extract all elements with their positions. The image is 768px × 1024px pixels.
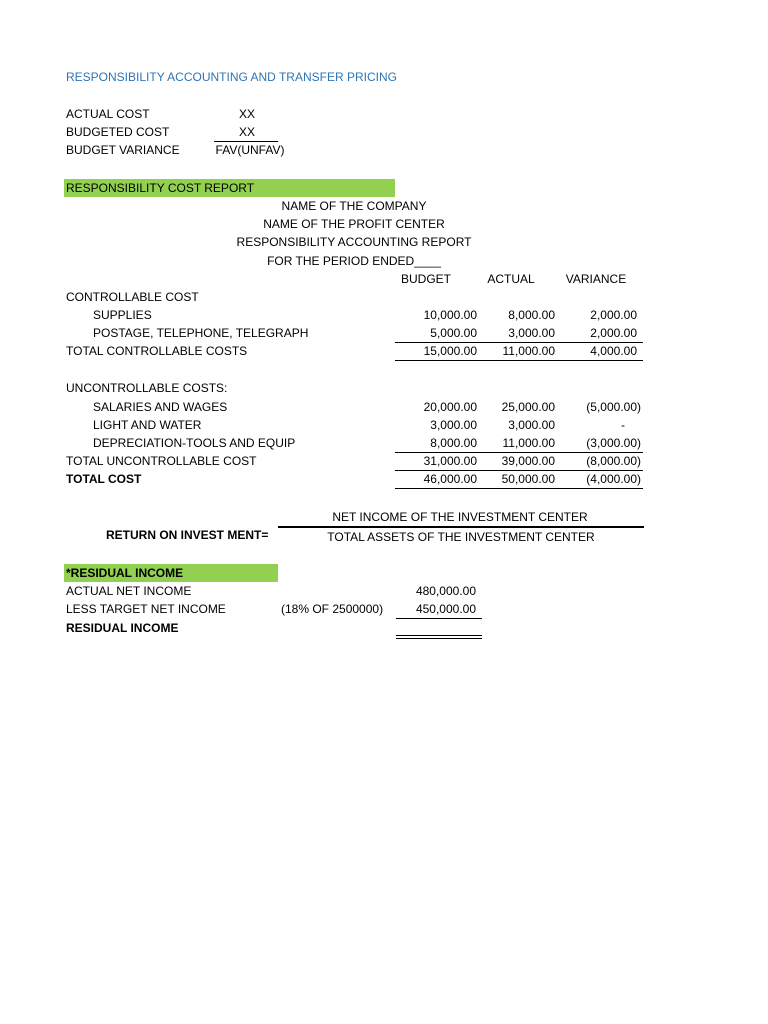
row-actual: 11,000.00 (502, 344, 555, 358)
controllable-total-bottom-rule (395, 360, 643, 361)
residual-rule (396, 618, 482, 619)
roi-denominator: TOTAL ASSETS OF THE INVESTMENT CENTER (327, 530, 595, 544)
roi-label: RETURN ON INVEST MENT= (106, 528, 269, 542)
row-variance: 2,000.00 (590, 308, 637, 322)
row-budget: 31,000.00 (423, 454, 477, 468)
row-label: TOTAL COST (66, 472, 142, 486)
row-label: TOTAL CONTROLLABLE COSTS (66, 344, 248, 358)
formula-budgeted-value: XX (238, 125, 255, 139)
report-header-company: NAME OF THE COMPANY (281, 199, 427, 213)
formula-budgeted-label: BUDGETED COST (66, 125, 170, 139)
residual-double-rule-bottom (396, 638, 482, 639)
column-header-actual: ACTUAL (487, 272, 535, 286)
page-title: RESPONSIBILITY ACCOUNTING AND TRANSFER PRICING (66, 70, 397, 84)
residual-section-label: *RESIDUAL INCOME (66, 566, 184, 580)
row-actual: 11,000.00 (502, 436, 555, 450)
residual-target-value: 450,000.00 (415, 602, 476, 616)
residual-actual-label: ACTUAL NET INCOME (66, 584, 192, 598)
uncontrollable-heading: UNCONTROLLABLE COSTS: (66, 381, 228, 395)
row-actual: 8,000.00 (508, 308, 555, 322)
row-actual: 50,000.00 (501, 472, 555, 486)
row-budget: 15,000.00 (423, 344, 477, 358)
residual-result-label: RESIDUAL INCOME (66, 621, 179, 635)
row-budget: 10,000.00 (423, 308, 477, 322)
row-budget: 3,000.00 (430, 418, 477, 432)
column-header-variance: VARIANCE (565, 272, 627, 286)
row-budget: 8,000.00 (430, 436, 477, 450)
total-bottom-rule (395, 488, 643, 489)
row-label: TOTAL UNCONTROLLABLE COST (66, 454, 257, 468)
row-label: SUPPLIES (93, 308, 152, 322)
row-actual: 39,000.00 (501, 454, 555, 468)
residual-target-note: (18% OF 2500000) (281, 602, 384, 616)
formula-actual-value: XX (238, 107, 255, 121)
residual-actual-value: 480,000.00 (415, 584, 476, 598)
row-variance: (5,000.00) (586, 400, 641, 414)
residual-double-rule-top (396, 635, 482, 636)
formula-actual-label: ACTUAL COST (66, 107, 150, 121)
column-header-budget: BUDGET (400, 272, 451, 286)
row-variance: 4,000.00 (590, 344, 637, 358)
row-variance: (4,000.00) (586, 472, 641, 486)
row-budget: 20,000.00 (423, 400, 477, 414)
roi-fraction-bar (278, 526, 644, 528)
row-budget: 46,000.00 (423, 472, 477, 486)
row-label: SALARIES AND WAGES (93, 400, 228, 414)
row-label: POSTAGE, TELEPHONE, TELEGRAPH (93, 326, 309, 340)
row-actual: 3,000.00 (508, 326, 555, 340)
report-section-label: RESPONSIBILITY COST REPORT (66, 181, 255, 195)
row-label: LIGHT AND WATER (93, 418, 202, 432)
row-label: DEPRECIATION-TOOLS AND EQUIP (93, 436, 296, 450)
row-variance: (8,000.00) (586, 454, 641, 468)
residual-target-label: LESS TARGET NET INCOME (66, 602, 226, 616)
roi-numerator: NET INCOME OF THE INVESTMENT CENTER (332, 510, 588, 524)
row-variance: 2,000.00 (590, 326, 637, 340)
report-header-report-name: RESPONSIBILITY ACCOUNTING REPORT (236, 235, 472, 249)
report-header-period: FOR THE PERIOD ENDED____ (267, 254, 441, 268)
report-header-profit-center: NAME OF THE PROFIT CENTER (263, 217, 445, 231)
row-actual: 25,000.00 (501, 400, 555, 414)
controllable-heading: CONTROLLABLE COST (66, 290, 199, 304)
formula-variance-label: BUDGET VARIANCE (66, 143, 180, 157)
row-actual: 3,000.00 (508, 418, 555, 432)
row-variance: (3,000.00) (586, 436, 641, 450)
formula-variance-value: FAV(UNFAV) (215, 143, 285, 157)
row-variance: - (621, 418, 625, 432)
row-budget: 5,000.00 (430, 326, 477, 340)
